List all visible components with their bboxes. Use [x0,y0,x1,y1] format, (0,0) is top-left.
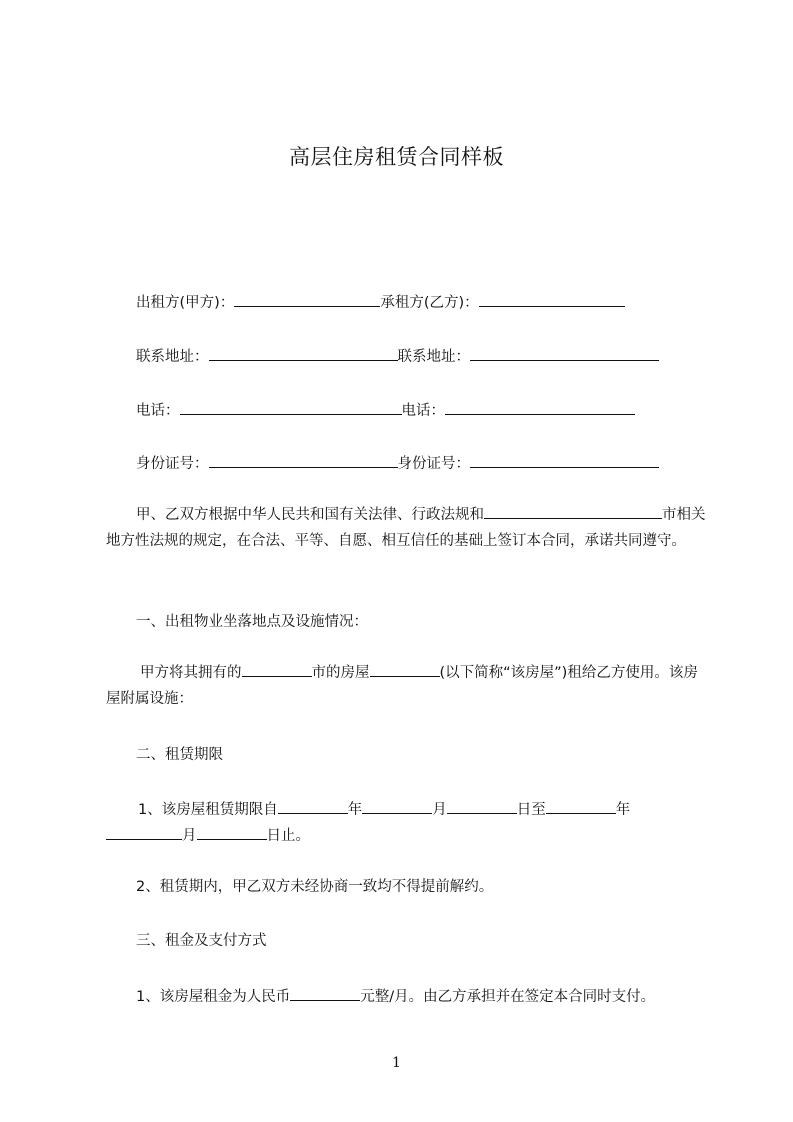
lessor-address-label: 联系地址： [136,349,209,365]
lessor-address-blank [209,345,398,361]
lessor-phone-label: 电话： [136,403,180,419]
preamble-city-blank [484,503,662,519]
end-day-blank [197,824,267,840]
lessee-address-blank [470,345,659,361]
term-day-to-label: 日至 [516,802,546,818]
lessee-label: 承租方(乙方)： [380,295,479,311]
end-year-blank [546,798,616,814]
document-title: 高层住房租赁合同样板 [289,145,504,169]
preamble-text-1: 甲、乙双方根据中华人民共和国有关法律、行政法规和 [136,507,484,523]
page-number: 1 [392,1055,401,1071]
section1-city-blank [242,661,312,677]
lessee-id-label: 身份证号： [397,456,470,472]
end-month-blank [106,824,182,840]
section3-item1 [136,985,655,1007]
section2-item1 [106,797,706,849]
lessor-id-blank [209,452,398,468]
rent-text-a: 1、该房屋租金为人民币 [136,989,291,1005]
section3-heading: 三、租金及支付方式 [136,933,267,949]
lessee-phone-blank [445,399,635,415]
section1-paragraph [106,660,706,712]
lessee-phone-label: 电话： [401,403,445,419]
start-year-blank [278,798,348,814]
section1-text-c: (以下简称“该房屋”)租给乙方使用。该房屋附属设施： [106,665,698,707]
term-year-label: 年 [347,802,363,818]
lessor-label: 出租方(甲方)： [136,295,235,311]
lessee-name-blank [479,291,625,307]
start-month-blank [362,798,432,814]
party-row-names [136,291,625,313]
section2-item2: 2、租赁期内，甲乙双方未经协商一致均不得提前解约。 [136,879,494,895]
rent-amount-blank [290,985,360,1001]
section1-heading: 一、出租物业坐落地点及设施情况： [136,614,368,630]
section1-text-a: 甲方将其拥有的 [140,665,242,681]
section2-heading: 二、租赁期限 [136,747,223,763]
lessor-phone-blank [180,399,402,415]
term-month-label: 月 [432,802,447,818]
preamble-text-2: 市相关地方性法规的规定，在合法、平等、自愿、相互信任的基础上签订本合同，承诺共同遵守。 [106,507,706,549]
section1-house-blank [370,661,440,677]
lessor-name-blank [234,291,380,307]
term-end-label: 日止。 [266,828,310,844]
party-row-phone [136,399,635,421]
party-row-id [136,452,659,474]
lessor-id-label: 身份证号： [136,456,209,472]
start-day-blank [447,798,517,814]
lessee-id-blank [470,452,659,468]
rent-text-b: 元整/月。由乙方承担并在签定本合同时支付。 [360,989,656,1005]
term-month2-label: 月 [182,828,197,844]
preamble-paragraph [106,502,706,554]
term-text-start: 1、该房屋租赁期限自 [138,802,278,818]
section1-text-b: 市的房屋 [311,665,370,681]
party-row-address [136,345,659,367]
term-year2-label: 年 [615,802,631,818]
lessee-address-label: 联系地址： [397,349,470,365]
